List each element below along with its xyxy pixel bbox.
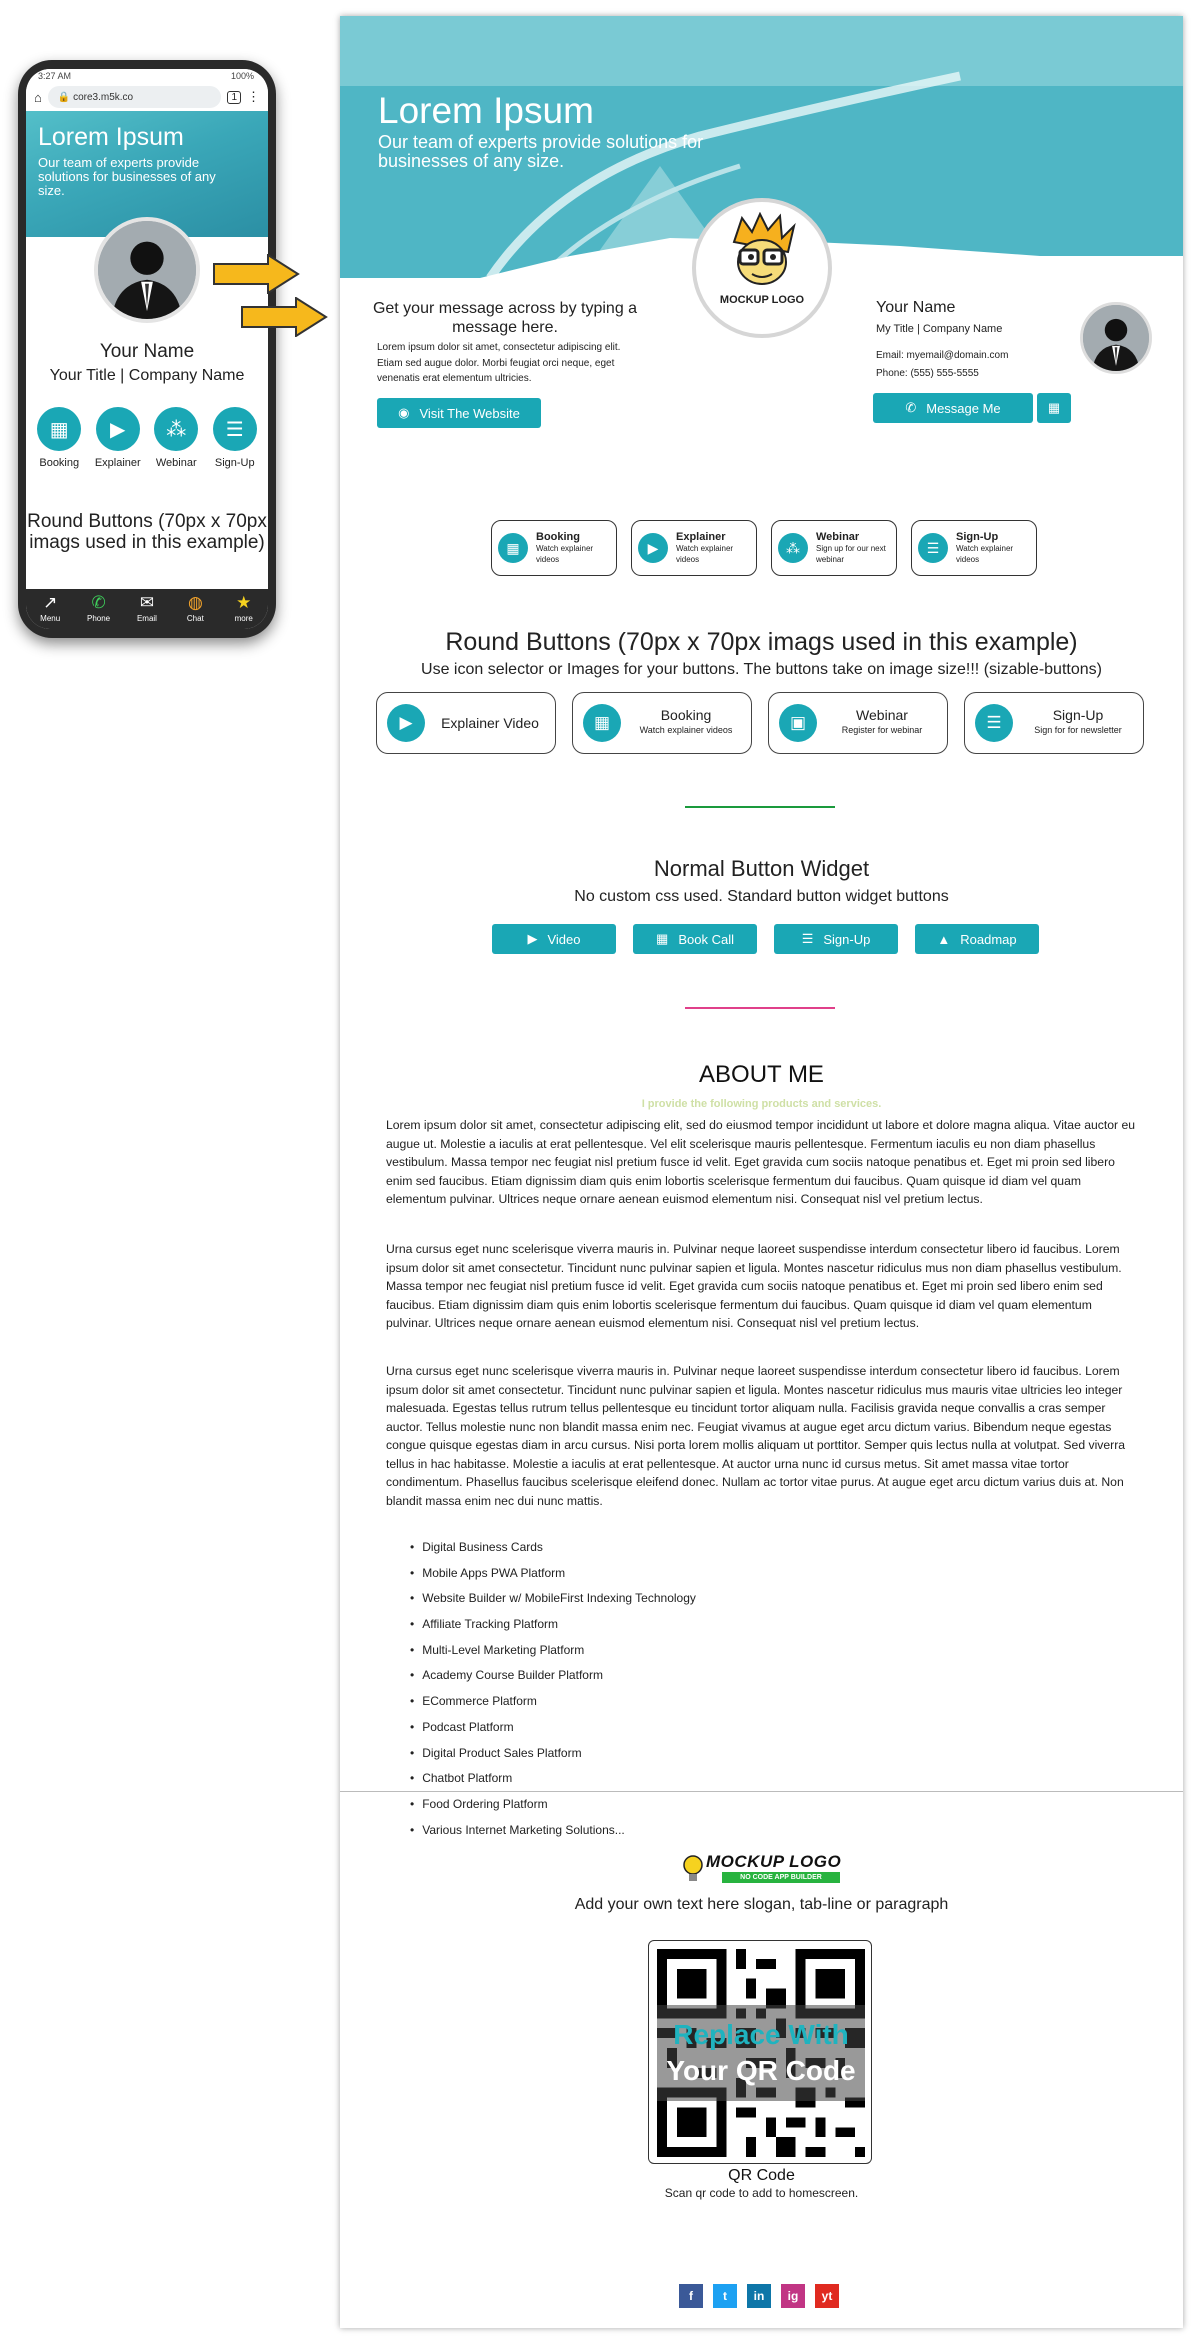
chat-icon: ◍ xyxy=(187,593,203,612)
phone-footer-label: Chat xyxy=(186,614,204,623)
external-link-icon: ↗ xyxy=(43,593,58,612)
youtube-icon: ▶ xyxy=(96,407,140,451)
contact-name: Your Name xyxy=(876,299,956,316)
envelope-icon: ✉ xyxy=(139,593,155,612)
mascot-logo-icon xyxy=(722,212,802,290)
about-paragraph-3: Urna cursus eget nunc scelerisque viverra mauris in. Pulvinar neque laoreet suspendisse interdum consectetur libero id faucibus. Lorem ipsum dolor sit amet consectetur. Tincidunt nunc pulvinar sapien et ligula. Montes nascetur ridiculus mus mauris vitae ultricies leo integer malesuada. Egestas tellus rutrum tellus pellentesque eu tincidunt tortor aliquam nulla. Facilisis gravida neque convallis a cras semper auctor. Tellus molestie nunc non blandit massa enim nec. Feugiat vivamus at augue eget arcu dictum varius. Bibendum neque egestas congue quisque egestas diam in arcu cursus. Nisi porta lorem mollis aliquam ut porttitor. Semper quis lectus nulla at volutpat. Sed viverra tellus in hac habitasse. Molestie a iaculis at erat pellentesque. At auctor urna nunc id cursus metus. Sit amet massa vitae tortor condimentum. Phasellus faucibus scelerisque eleifend donec. Nullam ac tortor vitae purus. At augue eget arcu dictum varius duis at. Non blandit massa enim nec dui nunc mattis. xyxy=(386,1364,1126,1508)
qr-overlay-text-2: Your QR Code xyxy=(666,2055,856,2086)
footer-logo xyxy=(682,1852,842,1890)
calendar-icon: ▦ xyxy=(498,533,528,563)
phone-icon-booking[interactable] xyxy=(31,407,87,469)
message-heading: Get your message across by typing a message here. xyxy=(372,300,638,336)
twitter-icon[interactable]: t xyxy=(713,2284,737,2308)
hero-title: Lorem Ipsum xyxy=(378,90,594,131)
normal-section-heading: Normal Button Widget xyxy=(653,856,870,881)
about-paragraph-1: Lorem ipsum dolor sit amet, consectetur adipiscing elit, sed do eiusmod tempor incididunt ut labore et dolore magna aliqua. Vitae auctor eu augue ut. Molestie a iaculis at erat pellentesque. Vel elit scelerisque mauris pellentesque. Fermentum iaculis eu non diam phasellus vestibulum. Massa tempor nec feugiat nisl pretium fusce id velit. Eget gravida cum sociis natoque penatibus et. Eget mi proin sed libero enim sed faucibus. Etiam dignissim diam quis enim lobortis scelerisque fermentum dui faucibus. Quam quisque id diam vel quam elementum pulvinar. Ultrices neque ornare aenean euismod elementum nisi. Consequat nisl vel pretium lectus. xyxy=(386,1118,1136,1206)
phone-footer-email[interactable] xyxy=(127,592,167,623)
round-button-title: Explainer Video xyxy=(441,714,539,731)
small-button-title: Explainer xyxy=(676,530,726,543)
users-icon: ⁂ xyxy=(154,407,198,451)
visit-website-button[interactable] xyxy=(377,398,541,428)
visit-website-label: Visit The Website xyxy=(419,405,520,421)
youtube-icon: ▶ xyxy=(387,704,425,742)
round-button-booking[interactable] xyxy=(572,692,752,754)
list-item: • Podcast Platform xyxy=(410,1720,696,1746)
phone-icon-label: Sign-Up xyxy=(214,457,255,469)
globe-icon: ◉ xyxy=(398,405,410,420)
contact-title: My Title | Company Name xyxy=(876,323,1003,335)
round-section-heading: Round Buttons (70px x 70px imags used in this example) xyxy=(445,628,1078,656)
round-button-title: Booking xyxy=(660,707,712,723)
phone-title: Your Title | Company Name xyxy=(49,367,245,384)
round-button-title: Sign-Up xyxy=(1052,707,1104,723)
normal-section-sub: No custom css used. Standard button widget buttons xyxy=(574,888,949,905)
small-button-title: Sign-Up xyxy=(956,530,999,543)
small-button-sub: Sign up for our next webinar xyxy=(816,543,886,564)
phone-avatar xyxy=(94,217,200,323)
instagram-icon[interactable]: ig xyxy=(781,2284,805,2308)
footer-divider xyxy=(340,1791,1183,1792)
phone-icon: ✆ xyxy=(905,400,917,415)
presentation-icon: ▣ xyxy=(779,704,817,742)
youtube-icon: ▶ xyxy=(638,533,668,563)
round-button-webinar[interactable] xyxy=(768,692,948,754)
list-item: • Food Ordering Platform xyxy=(410,1797,696,1823)
list-icon: ☰ xyxy=(801,931,814,946)
logo-text: MOCKUP LOGO xyxy=(719,294,805,306)
contact-phone[interactable]: Phone: (555) 555-5555 xyxy=(876,368,979,379)
normal-button-label: Roadmap xyxy=(960,931,1017,947)
phone-footer-chat[interactable] xyxy=(175,592,215,623)
phone-url: core3.m5k.co xyxy=(73,91,134,103)
message-me-label: Message Me xyxy=(926,400,1001,416)
phone-icon-explainer[interactable] xyxy=(90,407,146,469)
qr-sub: Scan qr code to add to homescreen. xyxy=(664,2186,859,2200)
phone-address-row xyxy=(26,83,268,111)
arrow-right-icon xyxy=(240,297,328,337)
round-button-title: Webinar xyxy=(856,707,908,723)
youtube-social-icon[interactable]: yt xyxy=(815,2284,839,2308)
contact-avatar xyxy=(1080,302,1152,374)
normal-button-label: Video xyxy=(547,931,581,947)
phone-footer-label: Email xyxy=(136,614,157,623)
about-tagline: I provide the following products and services. xyxy=(641,1098,882,1110)
list-item: • Various Internet Marketing Solutions... xyxy=(410,1823,696,1849)
phone-status-time: 3:27 AM xyxy=(38,71,72,81)
round-button-explainer-video[interactable] xyxy=(376,692,556,754)
phone-icon-label: Booking xyxy=(39,457,80,469)
phone-icon: ✆ xyxy=(91,593,106,612)
footer-logo-text: MOCKUP LOGO xyxy=(706,1852,842,1871)
services-list xyxy=(410,1540,696,1848)
small-button-title: Webinar xyxy=(816,530,860,543)
round-button-sub: Register for webinar xyxy=(841,725,923,735)
linkedin-icon[interactable]: in xyxy=(747,2284,771,2308)
hero-subtitle: Our team of experts provide solutions for businesses of any size. xyxy=(378,132,704,171)
phone-url-bar[interactable]: 🔒 core3.m5k.co xyxy=(48,86,222,108)
footer-logo-tag: NO CODE APP BUILDER xyxy=(722,1872,840,1883)
tab-count-icon[interactable]: 1 xyxy=(227,91,241,104)
arrow-right-icon xyxy=(212,254,300,294)
phone-screen xyxy=(26,69,268,629)
phone-icon-label: Webinar xyxy=(155,457,197,469)
phone-icon-webinar[interactable] xyxy=(148,407,204,469)
desktop-page xyxy=(340,16,1183,2328)
round-button-signup[interactable] xyxy=(964,692,1144,754)
qr-code xyxy=(648,1940,872,2164)
facebook-icon[interactable]: f xyxy=(679,2284,703,2308)
star-icon: ★ xyxy=(236,593,252,612)
about-paragraph-2: Urna cursus eget nunc scelerisque viverra mauris in. Pulvinar neque laoreet suspendisse interdum consectetur libero id faucibus. Lorem ipsum dolor sit amet consectetur. Tincidunt nunc pulvinar sapien et ligula. Montes nascetur ridiculus mus non diam phasellus vestibulum. Massa tempor nec feugiat nisl pretium fusce id velit. Eget gravida cum sociis natoque penatibus et. Eget mi proin sed libero enim sed faucibus. Etiam dignissim diam quis enim lobortis scelerisque fermentum dui faucibus. Quam quisque id diam vel quam elementum pulvinar. Ultrices neque ornare aenean euismod elementum nisi. Consequat nisl vel pretium lectus. xyxy=(386,1242,1122,1330)
calendar-icon: ▦ xyxy=(656,931,669,946)
calculator-icon: ▦ xyxy=(1047,400,1061,415)
normal-button-label: Book Call xyxy=(678,931,734,947)
small-button-sub: Watch explainer videos xyxy=(956,543,1014,564)
normal-button-label: Sign-Up xyxy=(823,931,871,947)
phone-hero-subtitle: Our team of experts provide solutions for businesses of any size. xyxy=(38,155,216,198)
round-section-sub: Use icon selector or Images for your buttons. The buttons take on image size!!! (sizable-buttons) xyxy=(421,661,1102,678)
phone-icon-row xyxy=(26,407,268,469)
youtube-icon: ▶ xyxy=(527,931,538,946)
roadmap-button[interactable] xyxy=(915,924,1039,954)
list-item: • Chatbot Platform xyxy=(410,1771,696,1797)
list-icon: ☰ xyxy=(975,704,1013,742)
footer-slogan: Add your own text here slogan, tab-line or paragraph xyxy=(574,1896,949,1913)
divider-pink xyxy=(685,1007,835,1009)
phone-status-battery: 100% xyxy=(230,71,254,81)
phone-footer-more[interactable] xyxy=(224,592,264,623)
about-heading: ABOUT ME xyxy=(699,1061,824,1088)
lightbulb-icon xyxy=(682,1854,704,1884)
phone-status-bar xyxy=(26,69,268,83)
phone-footer-menu[interactable] xyxy=(30,592,70,623)
phone-icon-label: Explainer xyxy=(94,457,141,469)
video-button[interactable] xyxy=(492,924,616,954)
small-button-explainer[interactable] xyxy=(631,520,757,576)
qr-label: QR Code xyxy=(728,2167,795,2184)
list-item: • Digital Business Cards xyxy=(410,1540,696,1566)
round-button-sub: Sign for for newsletter xyxy=(1034,725,1122,735)
small-button-signup[interactable] xyxy=(911,520,1037,576)
phone-footer-label: Phone xyxy=(87,614,111,623)
small-button-sub: Watch explainer videos xyxy=(536,543,594,564)
logo-badge xyxy=(692,198,832,338)
small-button-booking[interactable] xyxy=(491,520,617,576)
list-item: • Multi-Level Marketing Platform xyxy=(410,1643,696,1669)
book-call-button[interactable] xyxy=(633,924,757,954)
users-icon: ⁂ xyxy=(778,533,808,563)
list-item: • ECommerce Platform xyxy=(410,1694,696,1720)
phone-icon-signup[interactable] xyxy=(207,407,263,469)
calendar-icon: ▦ xyxy=(583,704,621,742)
list-item: • Mobile Apps PWA Platform xyxy=(410,1566,696,1592)
phone-round-heading: Round Buttons (70px x 70px imags used in this example) xyxy=(27,511,267,553)
divider-green xyxy=(685,806,835,808)
small-button-sub: Watch explainer videos xyxy=(676,543,734,564)
list-item: • Affiliate Tracking Platform xyxy=(410,1617,696,1643)
signup-button[interactable] xyxy=(774,924,898,954)
phone-name: Your Name xyxy=(99,341,195,362)
small-button-title: Booking xyxy=(536,530,580,543)
small-button-webinar[interactable] xyxy=(771,520,897,576)
calendar-icon: ▦ xyxy=(37,407,81,451)
list-item: • Digital Product Sales Platform xyxy=(410,1746,696,1772)
road-icon: ▲ xyxy=(937,931,951,947)
vcard-button[interactable] xyxy=(1037,393,1071,423)
list-item: • Website Builder w/ MobileFirst Indexing Technology xyxy=(410,1591,696,1617)
kebab-menu-icon[interactable]: ⋮ xyxy=(247,89,260,104)
clipboard-icon: ☰ xyxy=(213,407,257,451)
round-button-sub: Watch explainer videos xyxy=(639,725,733,735)
phone-footer-label: Menu xyxy=(40,614,61,623)
home-icon[interactable]: ⌂ xyxy=(34,89,42,105)
list-item: • Academy Course Builder Platform xyxy=(410,1668,696,1694)
phone-footer-phone[interactable] xyxy=(79,592,119,623)
message-me-button[interactable] xyxy=(873,393,1033,423)
clipboard-icon: ☰ xyxy=(918,533,948,563)
message-body: Lorem ipsum dolor sit amet, consectetur adipiscing elit. Etiam sed augue dolor. Morbi feugiat orci neque, eget venenatis erat elementum ultricies. xyxy=(377,342,621,384)
phone-footer-label: more xyxy=(234,614,253,623)
phone-footer-bar xyxy=(26,589,268,629)
phone-hero-title: Lorem Ipsum xyxy=(38,123,184,151)
contact-email[interactable]: Email: myemail@domain.com xyxy=(876,350,1009,361)
qr-overlay-text-1: Replace With xyxy=(673,2019,849,2050)
